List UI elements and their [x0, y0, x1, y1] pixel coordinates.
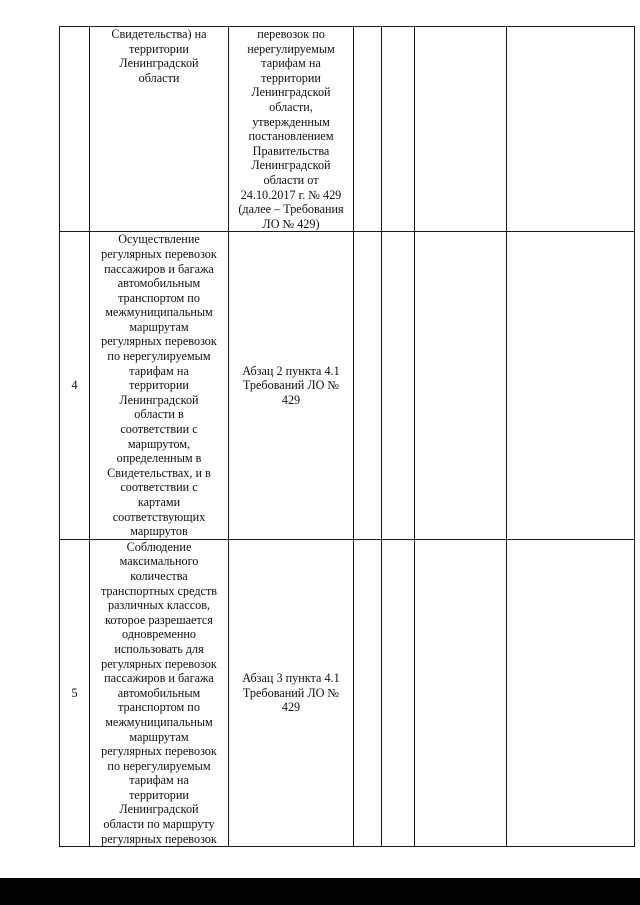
text-line: Абзац 2 пункта 4.1: [242, 363, 340, 378]
text-line: Ленинградской: [119, 56, 199, 71]
description-text: [90, 27, 228, 85]
text-line: 429: [281, 700, 301, 715]
requirements-table: [59, 26, 635, 847]
empty-cell: [415, 232, 507, 539]
text-line: Ленинградской: [119, 802, 199, 817]
empty-cell: [507, 27, 635, 232]
text-line: регулярных перевозок: [101, 246, 217, 261]
text-line: транспортом по: [118, 290, 200, 305]
empty-cell: [415, 539, 507, 846]
text-line: (далее – Требования: [238, 202, 344, 217]
text-line: Свидетельства) на: [111, 27, 207, 41]
scan-bottom-border: [0, 878, 640, 905]
text-line: области в: [134, 407, 184, 422]
empty-cell: [354, 232, 382, 539]
text-line: нерегулируемым: [247, 41, 335, 56]
text-line: области,: [269, 99, 313, 114]
text-line: тарифам на: [261, 56, 321, 71]
text-line: маршрутов: [130, 524, 188, 539]
description-cell: [90, 539, 229, 846]
empty-cell: [354, 539, 382, 846]
text-line: территории: [129, 41, 189, 56]
empty-cell: [507, 232, 635, 539]
text-line: Свидетельствах, и в: [107, 465, 211, 480]
text-line: Ленинградской: [251, 158, 331, 173]
requirement-cell: [229, 232, 354, 539]
text-line: автомобильным: [117, 276, 201, 291]
text-line: тарифам на: [129, 773, 189, 788]
text-line: межмуниципальным: [105, 305, 213, 320]
text-line: регулярных перевозок: [101, 334, 217, 349]
empty-cell: [382, 27, 415, 232]
text-line: территории: [261, 70, 321, 85]
text-line: Требований ЛО №: [242, 685, 340, 700]
text-line: максимального: [119, 554, 199, 569]
row-number: 5: [71, 685, 78, 700]
row-number-cell: [60, 539, 90, 846]
requirement-cell: [229, 27, 354, 232]
row-number-cell: [60, 232, 90, 539]
text-line: области по маршруту: [103, 817, 215, 832]
text-line: регулярных перевозок: [101, 656, 217, 671]
text-line: транспортом по: [118, 700, 200, 715]
description-cell: [90, 27, 229, 232]
text-line: регулярных перевозок: [101, 744, 217, 759]
text-line: 429: [281, 392, 301, 407]
text-line: которое разрешается: [105, 612, 213, 627]
text-line: автомобильным: [117, 685, 201, 700]
text-line: Осуществление: [118, 232, 200, 247]
text-line: одновременно: [121, 627, 197, 642]
empty-cell: [415, 27, 507, 232]
text-line: регулярных перевозок: [101, 831, 217, 846]
text-line: Абзац 3 пункта 4.1: [242, 671, 340, 686]
text-line: территории: [129, 787, 189, 802]
text-line: пассажиров и багажа: [104, 261, 214, 276]
text-line: пассажиров и багажа: [104, 671, 214, 686]
requirement-text: [229, 27, 353, 231]
description-cell: [90, 232, 229, 539]
text-line: области: [138, 70, 180, 85]
row-number: 4: [71, 378, 78, 393]
requirement-text: [229, 671, 353, 715]
empty-cell: [354, 27, 382, 232]
text-line: соответствии с: [120, 422, 198, 437]
requirement-text: [229, 364, 353, 408]
table-row: [60, 232, 635, 539]
text-line: по нерегулируемым: [107, 349, 211, 364]
row-number-cell: [60, 27, 90, 232]
text-line: маршрутом,: [127, 436, 191, 451]
table-row: [60, 539, 635, 846]
empty-cell: [382, 539, 415, 846]
text-line: соответствии с: [120, 480, 198, 495]
text-line: Правительства: [252, 143, 330, 158]
text-line: ЛО № 429): [262, 216, 320, 231]
text-line: межмуниципальным: [105, 714, 213, 729]
text-line: Ленинградской: [251, 85, 331, 100]
text-line: перевозок по: [257, 27, 325, 41]
table-body: [60, 27, 635, 847]
empty-cell: [382, 232, 415, 539]
text-line: различных классов,: [107, 598, 211, 613]
table-row: [60, 27, 635, 232]
text-line: 24.10.2017 г. № 429: [240, 187, 342, 202]
text-line: маршрутам: [129, 729, 189, 744]
description-text: [90, 540, 228, 846]
text-line: картами: [137, 495, 181, 509]
text-line: маршрутам: [129, 319, 189, 334]
text-line: Соблюдение: [126, 539, 192, 554]
text-line: количества: [130, 568, 188, 583]
description-text: [90, 232, 228, 538]
text-line: по нерегулируемым: [107, 758, 211, 773]
text-line: Требований ЛО №: [242, 378, 340, 393]
text-line: Ленинградской: [119, 392, 199, 407]
text-line: определенным в: [116, 451, 202, 466]
text-line: тарифам на: [129, 363, 189, 378]
text-line: постановлением: [248, 129, 334, 144]
text-line: транспортных средств: [100, 583, 218, 598]
text-line: территории: [129, 378, 189, 393]
text-line: области от: [263, 172, 319, 187]
requirement-cell: [229, 539, 354, 846]
text-line: соответствующих: [112, 509, 206, 524]
text-line: утвержденным: [252, 114, 330, 129]
text-line: использовать для: [114, 641, 204, 656]
empty-cell: [507, 539, 635, 846]
